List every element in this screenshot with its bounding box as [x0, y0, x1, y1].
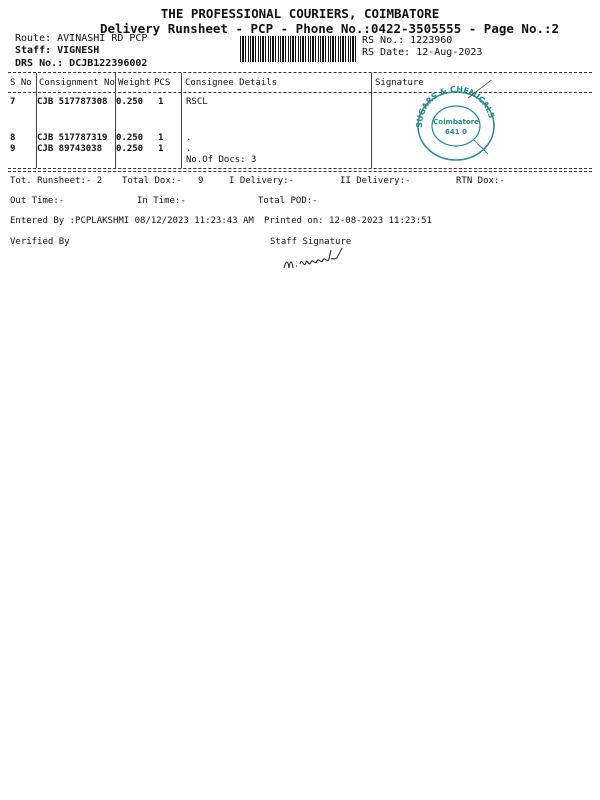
row-weight: 0.250: [116, 144, 144, 154]
handwritten-signature: [282, 246, 352, 274]
total-dox-label: Total Dox:-: [122, 176, 182, 186]
row-details: RSCL: [186, 97, 208, 107]
stamp-arc-text: SUGARS & CHEMICALS: [414, 84, 497, 129]
in-time: In Time:-: [137, 196, 186, 206]
drs-number: DRS No.: DCJB122396002: [15, 58, 148, 69]
staff-signature-label: Staff Signature: [270, 237, 352, 247]
row-pcs: 1: [158, 133, 164, 143]
route-label: Route: AVINASHI RD PCP: [15, 33, 148, 44]
row-consignment: CJB 89743038: [37, 144, 103, 154]
rs-number: RS No.: 1223960: [362, 35, 453, 46]
table-top-rule: [8, 72, 592, 73]
col-sno: S No: [10, 78, 32, 88]
rs-date: RS Date: 12-Aug-2023: [362, 47, 483, 58]
stamp-pin-text: 641 0: [445, 128, 467, 136]
company-title: THE PROFESSIONAL COURIERS, COIMBATORE: [160, 6, 440, 21]
company-stamp: [408, 80, 504, 170]
total-pod: Total POD:-: [258, 196, 318, 206]
row-details: .: [186, 133, 192, 143]
row-sno: 7: [10, 97, 16, 107]
col-pcs: PCS: [154, 78, 171, 88]
col-signature: Signature: [375, 78, 424, 88]
tot-runsheet: Tot. Runsheet:- 2: [10, 176, 103, 186]
table-header-rule: [8, 92, 592, 93]
out-time: Out Time:-: [10, 196, 65, 206]
row-weight: 0.250: [116, 133, 144, 143]
entered-by: Entered By :PCPLAKSHMI 08/12/2023 11:23:43 AM: [10, 216, 254, 226]
printed-on: Printed on: 12-08-2023 11:23:51: [264, 216, 432, 226]
ii-delivery: II Delivery:-: [340, 176, 411, 186]
row-pcs: 1: [158, 144, 164, 154]
row-weight: 0.250: [116, 97, 144, 107]
summary-rule: [8, 171, 592, 172]
runsheet-title: Delivery Runsheet - PCP - Phone No.:0422-3505555 - Page No.:2: [100, 21, 560, 36]
row-consignment: CJB 517787319: [37, 133, 108, 143]
col-weight: Weight: [118, 78, 151, 88]
total-dox-value: 9: [198, 176, 204, 186]
col-consignment: Consignment No: [39, 78, 115, 88]
col-consignee: Consignee Details: [185, 78, 278, 88]
row-details: .: [186, 144, 192, 154]
row-consignment: CJB 517787308: [37, 97, 108, 107]
staff-label: Staff: VIGNESH: [15, 45, 100, 56]
verified-by: Verified By: [10, 237, 70, 247]
barcode: [240, 36, 357, 62]
rtn-dox: RTN Dox:-: [456, 176, 505, 186]
docs-count: No.Of Docs: 3: [186, 155, 257, 165]
i-delivery: I Delivery:-: [229, 176, 295, 186]
row-sno: 9: [10, 144, 16, 154]
row-pcs: 1: [158, 97, 164, 107]
row-sno: 8: [10, 133, 16, 143]
table-bottom-rule: [8, 168, 592, 169]
stamp-center-text: Coimbatore: [433, 118, 479, 126]
